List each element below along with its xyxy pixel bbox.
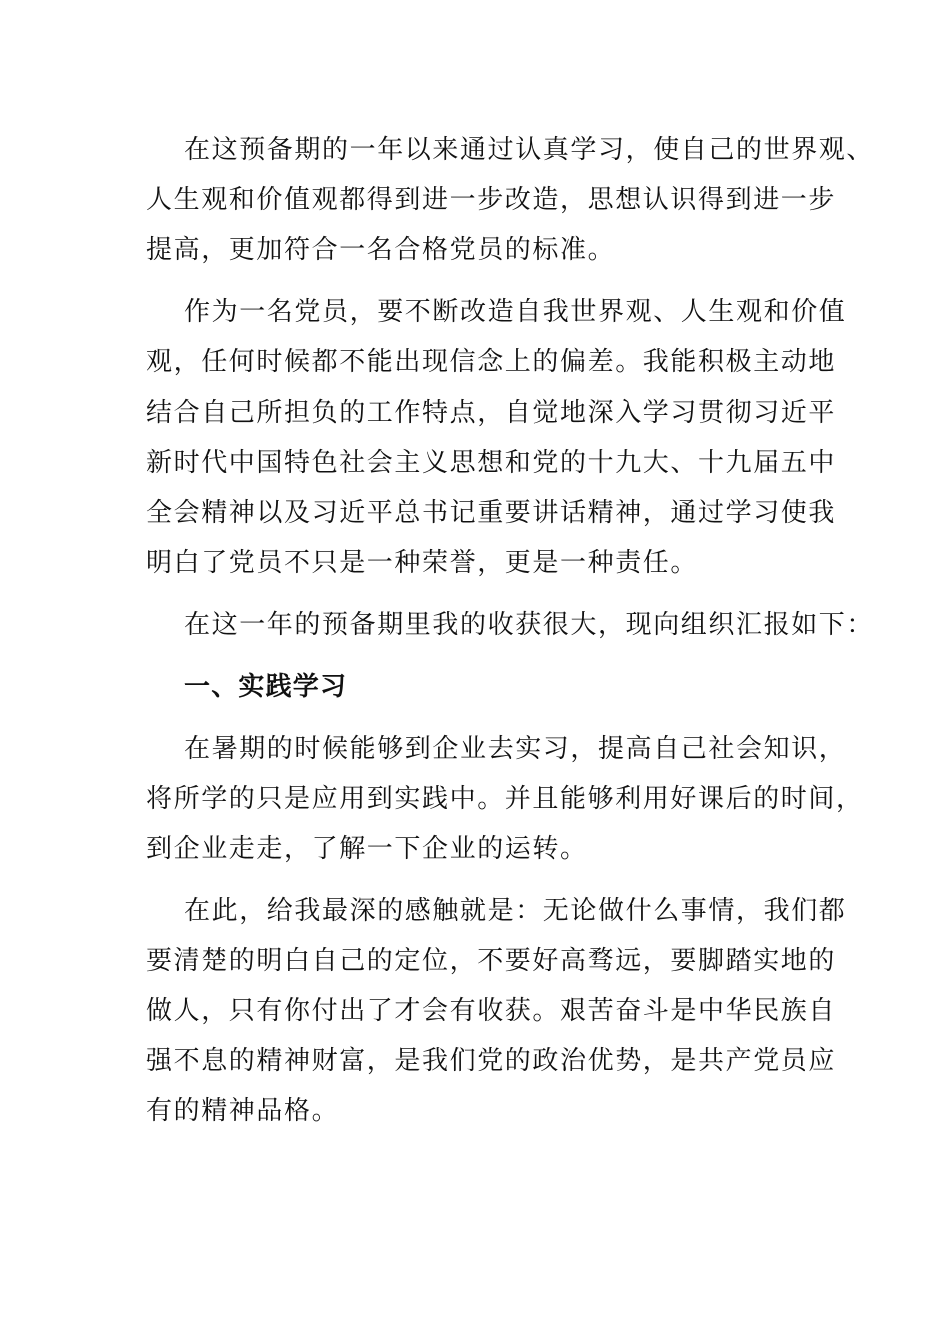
paragraph-1-line-1: 在这预备期的一年以来通过认真学习，使自己的世界观、	[184, 135, 875, 165]
paragraph-5-line-4: 强不息的精神财富，是我们党的政治优势，是共产党员应	[146, 1046, 837, 1076]
paragraph-4-line-2: 将所学的只是应用到实践中。并且能够利用好课后的时间，	[146, 784, 864, 814]
paragraph-2-line-2: 观，任何时候都不能出现信念上的偏差。我能积极主动地	[146, 347, 837, 377]
paragraph-5-line-1: 在此，给我最深的感触就是：无论做什么事情，我们都	[184, 896, 847, 926]
paragraph-2-line-4: 新时代中国特色社会主义思想和党的十九大、十九届五中	[146, 448, 837, 478]
paragraph-4-line-1: 在暑期的时候能够到企业去实习，提高自己社会知识，	[184, 734, 847, 764]
paragraph-2-line-3: 结合自己所担负的工作特点，自觉地深入学习贯彻习近平	[146, 398, 837, 428]
section-heading: 一、实践学习	[184, 672, 348, 702]
paragraph-5-line-5: 有的精神品格。	[146, 1096, 340, 1126]
paragraph-5-line-3: 做人，只有你付出了才会有收获。艰苦奋斗是中华民族自	[146, 996, 837, 1026]
paragraph-2-line-6: 明白了党员不只是一种荣誉，更是一种责任。	[146, 548, 699, 578]
paragraph-4-line-3: 到企业走走，了解一下企业的运转。	[146, 834, 588, 864]
paragraph-5-line-2: 要清楚的明白自己的定位，不要好高骛远，要脚踏实地的	[146, 946, 837, 976]
paragraph-1-line-3: 提高，更加符合一名合格党员的标准。	[146, 235, 616, 265]
paragraph-1-line-2: 人生观和价值观都得到进一步改造，思想认识得到进一步	[146, 185, 837, 215]
paragraph-3-line-1: 在这一年的预备期里我的收获很大，现向组织汇报如下：	[184, 610, 875, 640]
paragraph-2-line-1: 作为一名党员，要不断改造自我世界观、人生观和价值	[184, 297, 847, 327]
paragraph-2-line-5: 全会精神以及习近平总书记重要讲话精神，通过学习使我	[146, 498, 837, 528]
